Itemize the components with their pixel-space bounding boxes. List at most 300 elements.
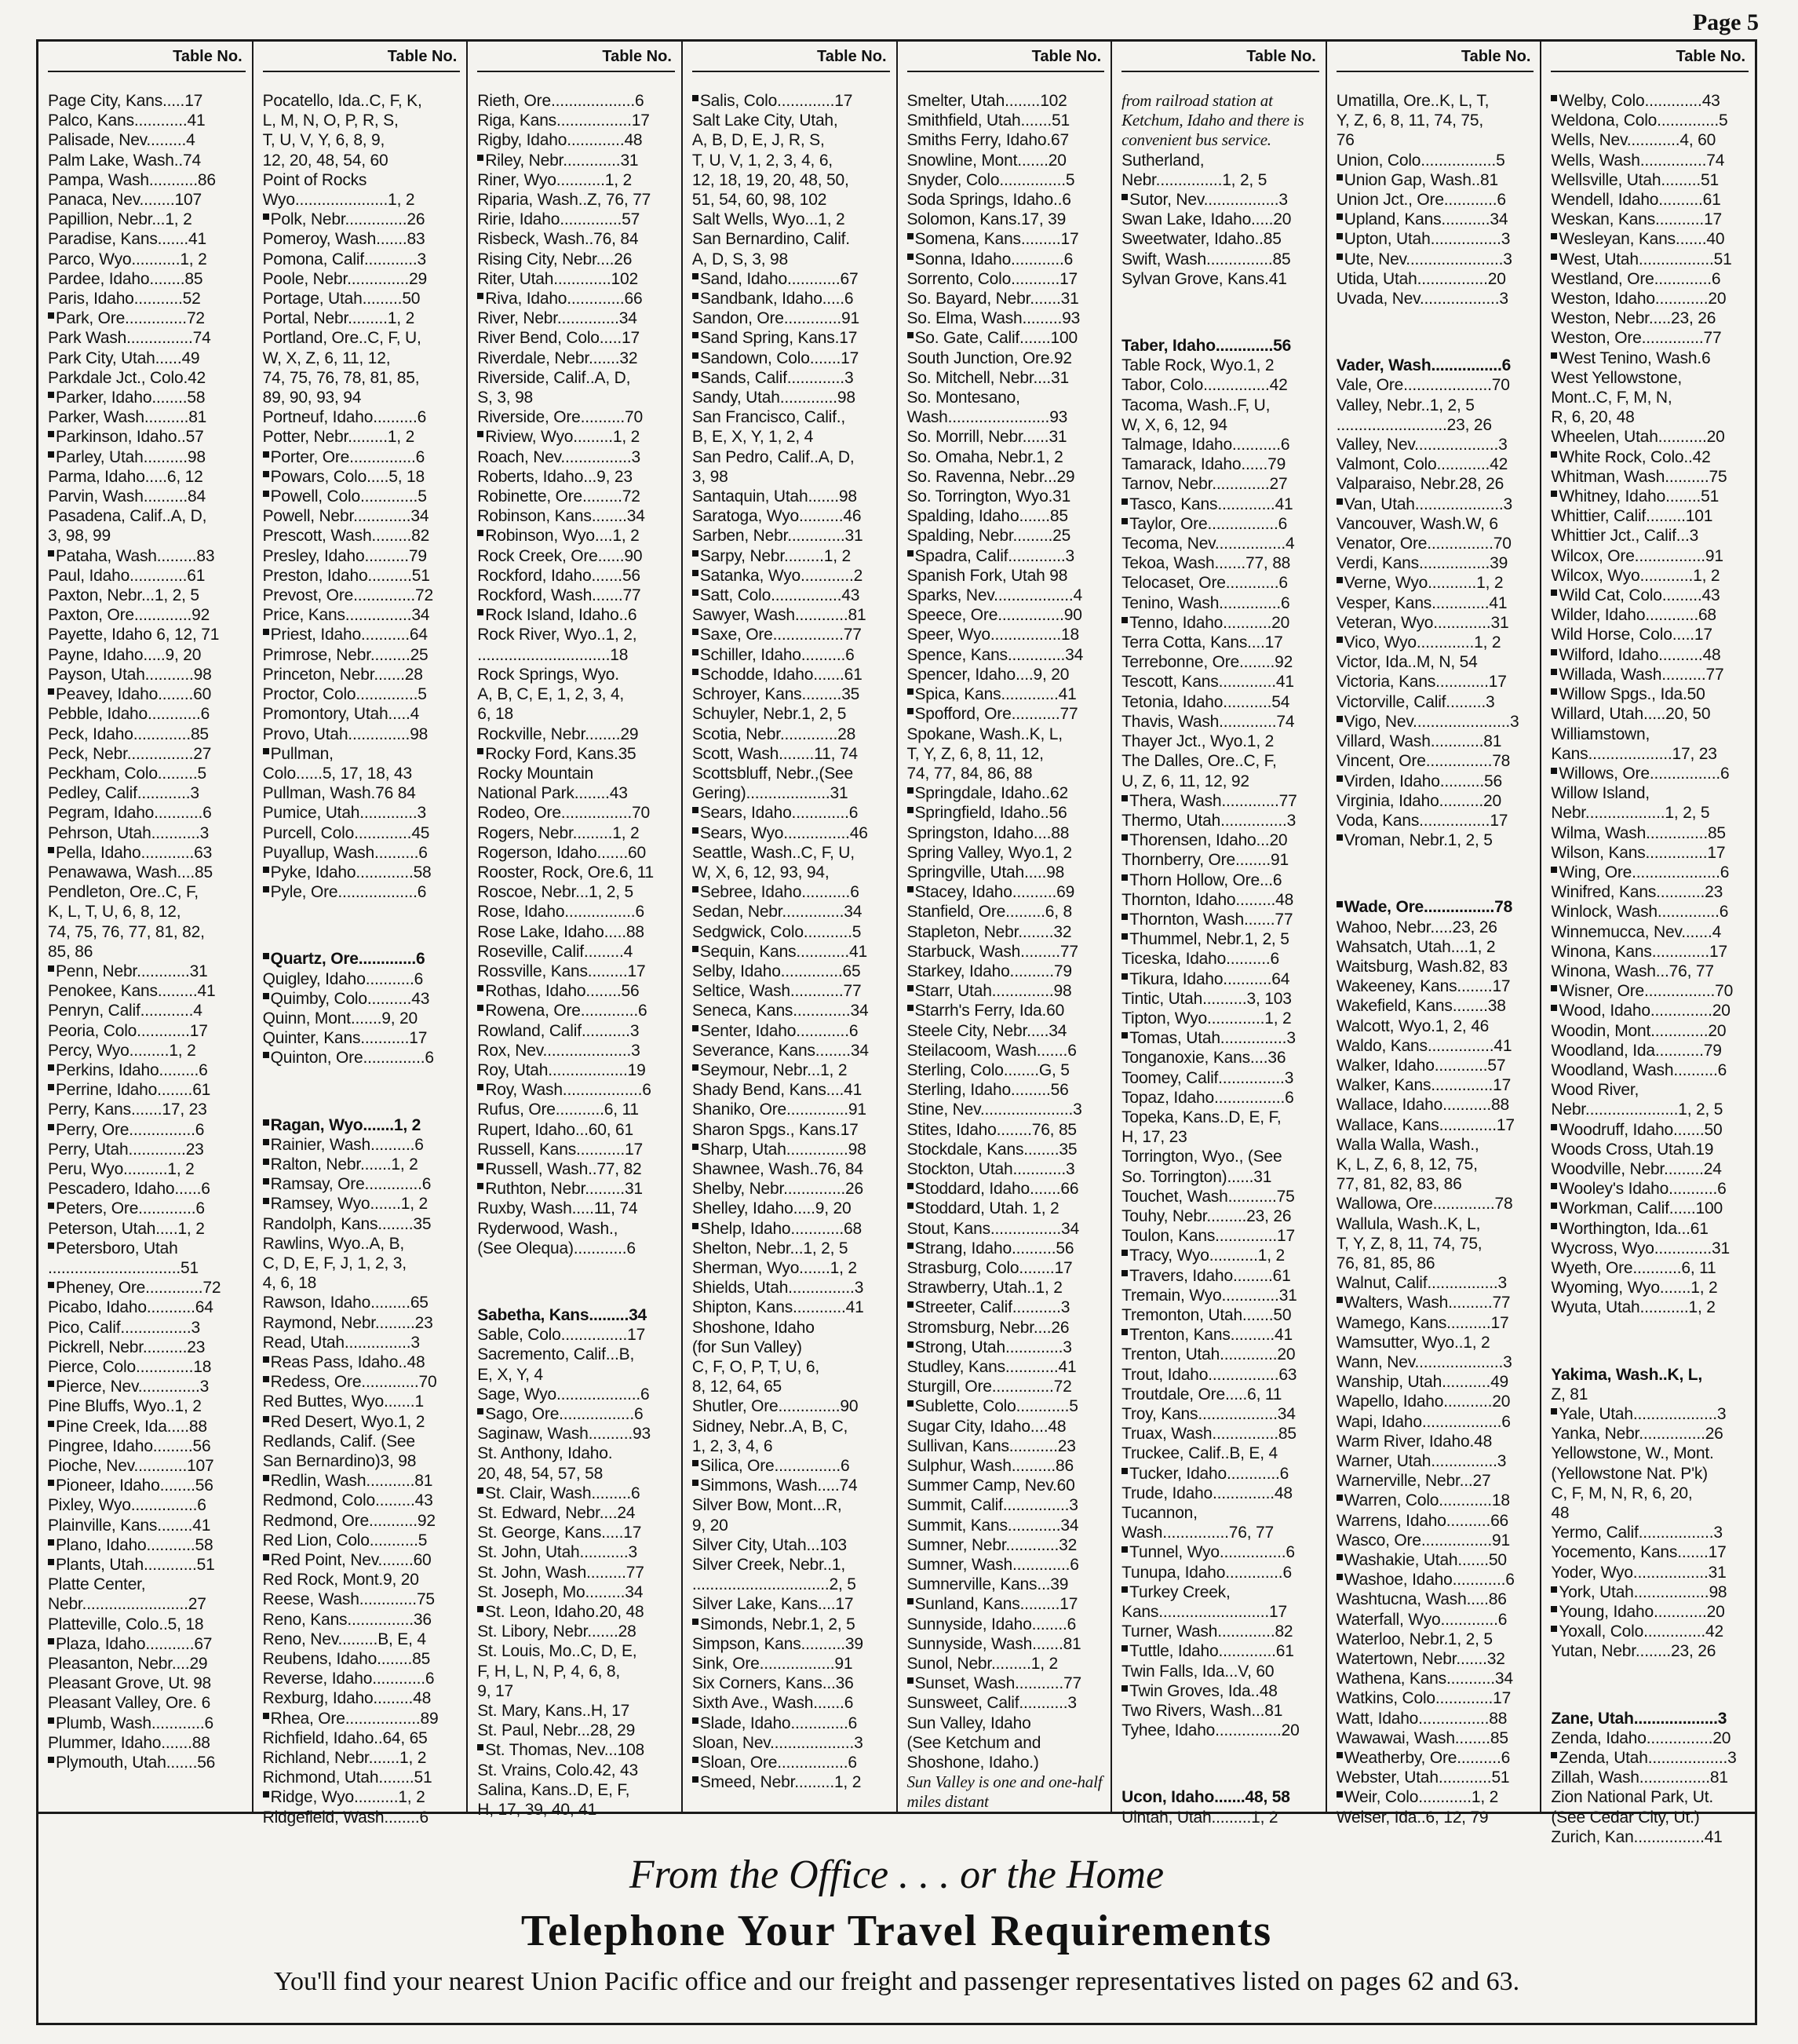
column-header: Table No. bbox=[692, 42, 890, 72]
station-entry: Saginaw, Wash..........93 bbox=[477, 1425, 651, 1444]
station-entry: Nebr...............1, 2, 5 bbox=[1121, 170, 1267, 189]
index-note: Sun Valley is one and one-half miles distant bbox=[906, 1772, 1103, 1812]
station-entry: Willada, Wash..........77 bbox=[1551, 665, 1749, 684]
station-entry: Weiser, Ida..6, 12, 79 bbox=[1336, 1808, 1489, 1827]
station-entry: R, 6, 20, 48 bbox=[1551, 408, 1635, 427]
station-entry: Willow Island, bbox=[1551, 784, 1650, 803]
station-entry: Rocky Mountain bbox=[477, 764, 594, 783]
station-entry: Warnerville, Nebr...27 bbox=[1336, 1472, 1491, 1491]
station-entry: Vigo, Nev......................3 bbox=[1337, 712, 1534, 732]
station-entry: Sedan, Nebr..............34 bbox=[691, 903, 863, 922]
station-entry: Ruxby, Wash.....11, 74 bbox=[477, 1199, 638, 1218]
station-entry: Severance, Kans........34 bbox=[691, 1041, 869, 1060]
station-entry: Parley, Utah..........98 bbox=[48, 447, 246, 467]
station-entry: Pocatello, Ida..C, F, K, bbox=[262, 92, 422, 110]
station-entry: Plummer, Idaho.......88 bbox=[48, 1733, 210, 1752]
station-entry: Uintah, Utah.........1, 2 bbox=[1121, 1808, 1278, 1827]
station-entry: Plano, Idaho...........58 bbox=[48, 1535, 246, 1555]
station-entry: Walnut, Calif................3 bbox=[1336, 1274, 1508, 1293]
station-entry: Smelter, Utah........102 bbox=[906, 92, 1067, 110]
station-entry: Tarnov, Nebr.............27 bbox=[1121, 475, 1288, 494]
station-entry: Selby, Idaho..............65 bbox=[691, 962, 861, 980]
station-entry: Toulon, Kans..............17 bbox=[1121, 1227, 1295, 1246]
station-entry: Sharp, Utah..............98 bbox=[692, 1140, 890, 1159]
station-entry: Swift, Wash...............85 bbox=[1121, 250, 1291, 268]
station-entry: ..............................18 bbox=[477, 645, 629, 664]
section-gap bbox=[1121, 1740, 1319, 1764]
station-entry: Vroman, Nebr.1, 2, 5 bbox=[1337, 830, 1534, 850]
station-entry: Shelley, Idaho.....9, 20 bbox=[691, 1199, 852, 1218]
station-entry: Petersboro, Utah bbox=[48, 1239, 246, 1258]
station-entry: Wing, Ore....................6 bbox=[1551, 863, 1749, 882]
station-entry: Smiths Ferry, Idaho.67 bbox=[906, 131, 1069, 150]
station-entry: Sarben, Nebr.............31 bbox=[691, 527, 863, 546]
station-entry: Thummel, Nebr.1, 2, 5 bbox=[1121, 929, 1319, 949]
index-column-4 bbox=[683, 42, 898, 1812]
station-entry: Smithfield, Utah.......51 bbox=[906, 111, 1070, 130]
station-entry: Wallowa, Ore..............78 bbox=[1336, 1195, 1513, 1214]
station-entry: Thornberry, Ore........91 bbox=[1121, 851, 1289, 870]
section-gap bbox=[1337, 332, 1534, 356]
station-entry: South Junction, Ore.92 bbox=[906, 349, 1072, 367]
station-entry: Rock Springs, Wyo. bbox=[477, 665, 619, 684]
section-gap bbox=[477, 1258, 675, 1282]
station-entry: Terrebonne, Ore........92 bbox=[1121, 653, 1293, 672]
station-entry: Prescott, Wash.........82 bbox=[262, 527, 430, 546]
station-entry: Pescadero, Idaho......6 bbox=[48, 1180, 210, 1199]
station-entry: Sonna, Idaho............6 bbox=[907, 250, 1105, 269]
station-entry: Pasadena, Calif..A, D, bbox=[48, 507, 207, 526]
station-entry: Vico, Wyo.............1, 2 bbox=[1337, 633, 1534, 652]
station-entry: H, 17, 23 bbox=[1121, 1128, 1187, 1147]
station-entry: Yoder, Wyo.................31 bbox=[1551, 1563, 1727, 1582]
station-entry: St. George, Kans.....17 bbox=[477, 1524, 642, 1542]
station-entry: Rox, Nev....................3 bbox=[477, 1041, 640, 1060]
station-entry: 74, 75, 76, 77, 81, 82, bbox=[48, 922, 205, 941]
station-entry: Pierce, Nev..............3 bbox=[48, 1377, 246, 1396]
station-entry: 76 bbox=[1336, 131, 1355, 150]
station-entry: Rigby, Idaho.............48 bbox=[477, 131, 643, 150]
station-entry: 9, 20 bbox=[691, 1516, 728, 1535]
station-entry: Perry, Kans.......17, 23 bbox=[48, 1100, 207, 1119]
station-entry: Whitman, Wash..........75 bbox=[1551, 467, 1727, 486]
station-entry: Weskan, Kans...........17 bbox=[1551, 210, 1722, 229]
station-entry: Pyle, Ore..................6 bbox=[263, 882, 461, 902]
station-entry: Travers, Idaho.........61 bbox=[1121, 1266, 1319, 1286]
station-entry: Snyder, Colo...............5 bbox=[906, 170, 1075, 189]
station-entry: Wild Cat, Colo.........43 bbox=[1551, 586, 1749, 605]
station-entry: Parma, Idaho.....6, 12 bbox=[48, 467, 203, 486]
station-entry: 74, 75, 76, 78, 81, 85, bbox=[262, 368, 420, 387]
station-entry: Wamsutter, Wyo..1, 2 bbox=[1336, 1333, 1490, 1352]
station-entry: Washoe, Idaho............6 bbox=[1337, 1570, 1534, 1590]
station-entry: Weldona, Colo..............5 bbox=[1551, 111, 1728, 130]
station-entry: Pullman, bbox=[263, 744, 461, 764]
station-entry: Shields, Utah...............3 bbox=[691, 1279, 864, 1298]
station-entry: Rawlins, Wyo..A, B, bbox=[262, 1234, 405, 1253]
station-entry: Zurich, Kan................41 bbox=[1551, 1827, 1723, 1846]
station-entry: T, U, V, Y, 6, 8, 9, bbox=[262, 131, 385, 150]
station-entry: K, L, Z, 6, 8, 12, 75, bbox=[1336, 1155, 1478, 1173]
station-entry: York, Utah.................98 bbox=[1551, 1582, 1749, 1602]
station-entry: Trenton, Utah.............20 bbox=[1121, 1345, 1296, 1364]
station-entry: Somena, Kans.........17 bbox=[907, 229, 1105, 249]
station-entry: Wood, Idaho..............20 bbox=[1551, 1001, 1749, 1020]
station-entry: Scott, Wash........11, 74 bbox=[691, 744, 858, 763]
station-entry: Solomon, Kans.17, 39 bbox=[906, 210, 1067, 229]
station-entry: Sparks, Nev..................4 bbox=[906, 586, 1083, 605]
station-entry: Palm Lake, Wash..74 bbox=[48, 151, 202, 170]
station-entry: 9, 17 bbox=[477, 1681, 513, 1700]
station-entry: C, D, E, F, J, 1, 2, 3, bbox=[262, 1254, 407, 1272]
index-note: from railroad station at Ketchum, Idaho and there is convenient bus service. bbox=[1121, 91, 1304, 150]
station-entry: A, B, C, E, 1, 2, 3, 4, bbox=[477, 685, 625, 704]
station-entry: St. Anthony, Idaho. bbox=[477, 1444, 613, 1463]
station-entry: Robinson, Kans........34 bbox=[477, 507, 645, 526]
station-entry: Wilcox, Wyo............1, 2 bbox=[1551, 566, 1720, 585]
station-entry: Stapleton, Nebr........32 bbox=[906, 922, 1072, 941]
station-entry: Priest, Idaho...........64 bbox=[263, 625, 461, 644]
station-entry: Wade, Ore................78 bbox=[1337, 897, 1534, 917]
station-entry: Roscoe, Nebr...1, 2, 5 bbox=[477, 883, 633, 902]
station-entry: Taylor, Ore................6 bbox=[1121, 514, 1319, 534]
index-column-8 bbox=[1541, 42, 1755, 1846]
station-entry: Mont..C, F, M, N, bbox=[1551, 389, 1672, 407]
station-entry: Tintic, Utah..........3, 103 bbox=[1121, 989, 1292, 1008]
station-entry: Walcott, Wyo.1, 2, 46 bbox=[1336, 1017, 1490, 1035]
station-entry: Payson, Utah...........98 bbox=[48, 665, 212, 684]
station-entry: Paxton, Ore.............92 bbox=[48, 606, 210, 625]
station-entry: Taber, Idaho.............56 bbox=[1121, 337, 1292, 356]
station-entry: Warm River, Idaho.48 bbox=[1336, 1432, 1493, 1451]
station-entry: Woods Cross, Utah.19 bbox=[1551, 1140, 1714, 1159]
station-entry: Reno, Nev.........B, E, 4 bbox=[262, 1630, 426, 1648]
station-entry: 12, 18, 19, 20, 48, 50, bbox=[691, 170, 849, 189]
station-entry: Sullivan, Kans...........23 bbox=[906, 1436, 1076, 1455]
station-entry: Stine, Nev.....................3 bbox=[906, 1100, 1082, 1119]
station-entry: Shoshone, Idaho.) bbox=[906, 1754, 1039, 1772]
station-entry: 51, 54, 60, 98, 102 bbox=[691, 191, 827, 210]
station-entry: Pioneer, Idaho........56 bbox=[48, 1476, 246, 1495]
station-entry: Seattle, Wash..C, F, U, bbox=[691, 843, 855, 862]
station-entry: (Yellowstone Nat. P'k) bbox=[1551, 1464, 1708, 1483]
station-entry: Venator, Ore...............70 bbox=[1336, 535, 1512, 553]
station-entry: Sands, Calif.............3 bbox=[692, 368, 890, 388]
station-entry: Workman, Calif......100 bbox=[1551, 1199, 1749, 1218]
station-entry: Ute, Nev......................3 bbox=[1337, 250, 1534, 269]
station-entry: Robinson, Wyo....1, 2 bbox=[477, 526, 675, 546]
station-entry: Sunnyside, Wash.......81 bbox=[906, 1634, 1081, 1653]
station-entry: Wash...............76, 77 bbox=[1121, 1524, 1274, 1542]
station-entry: Riview, Wyo.........1, 2 bbox=[477, 427, 675, 447]
station-entry: Wycross, Wyo.............31 bbox=[1551, 1239, 1730, 1257]
station-entry: C, F, M, N, R, 6, 20, bbox=[1551, 1484, 1693, 1502]
station-entry: Plaza, Idaho...........67 bbox=[48, 1634, 246, 1654]
station-entry: Valmont, Colo............42 bbox=[1336, 455, 1508, 474]
station-entry: Peckham, Colo.........5 bbox=[48, 764, 206, 783]
footer-note: You'll find your nearest Union Pacific office and our freight and passenger representatives listed on pages 62 and 63. bbox=[273, 1967, 1520, 1996]
station-entry: Perkins, Idaho.........6 bbox=[48, 1060, 246, 1080]
station-entry: Saratoga, Wyo..........46 bbox=[691, 507, 862, 526]
station-entry: Tunupa, Idaho.............6 bbox=[1121, 1563, 1292, 1582]
station-entry: So. Ravenna, Nebr...29 bbox=[906, 467, 1075, 486]
station-entry: Waldo, Kans...............41 bbox=[1336, 1036, 1512, 1055]
station-entry: Peru, Wyo..........1, 2 bbox=[48, 1159, 195, 1178]
station-entry: Sublette, Colo............5 bbox=[907, 1396, 1105, 1416]
station-entry: Pumice, Utah.............3 bbox=[262, 804, 427, 823]
station-entry: Yoxall, Colo..............42 bbox=[1551, 1622, 1749, 1641]
station-entry: Salt Lake City, Utah, bbox=[691, 111, 838, 130]
station-entry: Sterling, Idaho.........56 bbox=[906, 1081, 1069, 1100]
station-entry: Roseville, Calif.........4 bbox=[477, 942, 633, 961]
station-entry: Quinter, Kans...........17 bbox=[262, 1029, 428, 1048]
station-entry: St. Vrains, Colo.42, 43 bbox=[477, 1761, 638, 1779]
station-entry: Spadra, Calif.............3 bbox=[907, 546, 1105, 566]
station-entry: Stacey, Idaho..........69 bbox=[907, 882, 1105, 902]
station-entry: Park, Ore..............72 bbox=[48, 308, 246, 328]
index-column-6 bbox=[1112, 42, 1327, 1827]
station-entry: Quinn, Mont.......9, 20 bbox=[262, 1009, 418, 1027]
station-entry: Ridgefield, Wash........6 bbox=[262, 1808, 429, 1827]
station-entry: Welby, Colo.............43 bbox=[1551, 91, 1749, 111]
station-entry: Tasco, Kans.............41 bbox=[1121, 495, 1319, 514]
station-entry: Spring Valley, Wyo.1, 2 bbox=[906, 843, 1072, 862]
station-entry: Wapi, Idaho..................6 bbox=[1336, 1412, 1511, 1431]
station-entry: Pleasanton, Nebr....29 bbox=[48, 1655, 208, 1674]
station-entry: Troy, Kans..................34 bbox=[1121, 1405, 1296, 1423]
station-entry: Presley, Idaho..........79 bbox=[262, 546, 427, 565]
station-entry: Springdale, Idaho..62 bbox=[907, 783, 1105, 803]
station-entry: Palco, Kans............41 bbox=[48, 111, 206, 130]
station-entry: Quimby, Colo..........43 bbox=[263, 989, 461, 1009]
station-entry: Zenda, Idaho...............20 bbox=[1551, 1728, 1731, 1747]
station-entry: Wheelen, Utah...........20 bbox=[1551, 428, 1725, 447]
station-entry: Pegram, Idaho...........6 bbox=[48, 804, 212, 823]
index-column-3 bbox=[468, 42, 683, 1820]
station-entry: Springfield, Idaho..56 bbox=[907, 803, 1105, 823]
station-entry: Riga, Kans.................17 bbox=[477, 111, 650, 130]
section-gap bbox=[1337, 308, 1534, 332]
station-entry: Summit, Kans............34 bbox=[906, 1516, 1079, 1535]
station-entry: Virginia, Idaho..........20 bbox=[1336, 791, 1501, 810]
station-entry: Z, 81 bbox=[1551, 1385, 1588, 1403]
station-entry: St. Clair, Wash.........6 bbox=[477, 1484, 675, 1503]
station-entry: Weston, Idaho............20 bbox=[1551, 290, 1727, 308]
station-entry: Prevost, Ore..............72 bbox=[262, 586, 433, 605]
footer-tagline: From the Office . . . or the Home bbox=[629, 1852, 1165, 1897]
station-entry: Wilcox, Ore................91 bbox=[1551, 546, 1723, 565]
station-entry: Sutherland, bbox=[1121, 151, 1205, 170]
station-entry: Ridge, Wyo..........1, 2 bbox=[263, 1787, 461, 1807]
station-entry: Page City, Kans.....17 bbox=[48, 92, 203, 110]
station-entry: Pullman, Wash.76 84 bbox=[262, 784, 416, 803]
station-entry: Sharon Spgs., Kans.17 bbox=[691, 1120, 859, 1139]
station-entry: Plainville, Kans........41 bbox=[48, 1516, 211, 1535]
station-entry: Zion National Park, Ut. bbox=[1551, 1788, 1714, 1807]
station-entry: Topaz, Idaho................6 bbox=[1121, 1088, 1294, 1107]
station-entry: San Bernardino)3, 98 bbox=[262, 1452, 417, 1470]
station-entry: Wells, Wash...............74 bbox=[1551, 151, 1725, 170]
station-entry: Turner, Wash.............82 bbox=[1121, 1622, 1293, 1641]
station-entry: W, X, 6, 12, 94 bbox=[1121, 415, 1227, 434]
section-gap bbox=[1121, 289, 1319, 312]
station-entry: Tyhee, Idaho...............20 bbox=[1121, 1721, 1300, 1740]
station-entry: Primrose, Nebr.........25 bbox=[262, 645, 429, 664]
station-entry: Sherman, Wyo.......1, 2 bbox=[691, 1258, 857, 1277]
station-entry: Polk, Nebr..............26 bbox=[263, 210, 461, 229]
station-entry: Virden, Idaho..........56 bbox=[1337, 772, 1534, 791]
station-entry: Springville, Utah.....98 bbox=[906, 863, 1065, 881]
station-entry: Shutler, Ore..............90 bbox=[691, 1397, 859, 1416]
station-entry: Pataha, Wash.........83 bbox=[48, 546, 246, 566]
station-entry: Silver City, Utah...103 bbox=[691, 1535, 847, 1554]
station-entry: Trout, Idaho................63 bbox=[1121, 1365, 1297, 1384]
station-entry: Speece, Ore...............90 bbox=[906, 606, 1082, 625]
station-entry: Steele City, Nebr.....34 bbox=[906, 1021, 1067, 1040]
station-entry: Wellsville, Utah.........51 bbox=[1551, 170, 1719, 189]
column-header: Table No. bbox=[907, 42, 1105, 72]
station-entry: Vale, Ore....................70 bbox=[1336, 376, 1510, 395]
section-gap bbox=[1551, 1318, 1749, 1341]
station-entry: Yermo, Calif.................3 bbox=[1551, 1524, 1723, 1542]
station-entry: Provo, Utah..............98 bbox=[262, 725, 429, 743]
station-entry: Young, Idaho............20 bbox=[1551, 1602, 1749, 1622]
station-entry: Pingree, Idaho.........56 bbox=[48, 1436, 211, 1455]
station-entry: Purcell, Colo.............45 bbox=[262, 823, 430, 842]
station-entry: Simpson, Kans..........39 bbox=[691, 1634, 863, 1653]
station-entry: T, Y, Z, 8, 11, 74, 75, bbox=[1336, 1234, 1483, 1253]
station-entry: Rainier, Wash..........6 bbox=[263, 1135, 461, 1155]
station-entry: Shelby, Nebr..............26 bbox=[691, 1180, 863, 1199]
column-header: Table No. bbox=[1121, 42, 1319, 72]
station-entry: Weston, Nebr.....23, 26 bbox=[1551, 309, 1716, 328]
station-entry: Parvin, Wash..........84 bbox=[48, 487, 206, 506]
station-entry: Richfield, Idaho..64, 65 bbox=[262, 1728, 428, 1747]
station-entry: Gering)...................31 bbox=[691, 784, 848, 803]
station-entry: (for Sun Valley) bbox=[691, 1338, 802, 1356]
station-entry: Pardee, Idaho........85 bbox=[48, 269, 203, 288]
station-entry: Whitney, Idaho........51 bbox=[1551, 487, 1749, 506]
station-entry: Tenino, Wash..............6 bbox=[1121, 593, 1290, 612]
station-entry: Quartz, Ore.............6 bbox=[263, 949, 461, 969]
station-entry: Sturgill, Ore..............72 bbox=[906, 1378, 1072, 1396]
station-entry: Thera, Wash.............77 bbox=[1121, 791, 1319, 811]
station-entry: Sutor, Nev.................3 bbox=[1121, 190, 1319, 210]
station-entry: Reno, Kans...............36 bbox=[262, 1610, 432, 1629]
station-entry: Slade, Idaho.............6 bbox=[692, 1714, 890, 1733]
station-entry: Vancouver, Wash.W, 6 bbox=[1336, 514, 1498, 533]
station-entry: River Bend, Colo.....17 bbox=[477, 329, 640, 348]
station-entry: National Park........43 bbox=[477, 784, 628, 803]
station-entry: Ramsay, Ore.............6 bbox=[263, 1174, 461, 1194]
station-entry: Stoddard, Utah. 1, 2 bbox=[907, 1199, 1105, 1218]
station-entry: 76, 81, 85, 86 bbox=[1336, 1254, 1435, 1272]
station-entry: Ruthton, Nebr.........31 bbox=[477, 1179, 675, 1199]
station-entry: Two Rivers, Wash...81 bbox=[1121, 1702, 1283, 1721]
station-entry: Thorensen, Idaho...20 bbox=[1121, 830, 1319, 850]
station-entry: Wyo.....................1, 2 bbox=[262, 191, 415, 210]
station-entry: Parkinson, Idaho..57 bbox=[48, 427, 246, 447]
station-entry: Promontory, Utah.....4 bbox=[262, 705, 420, 724]
station-entry: Riverdale, Nebr.......32 bbox=[477, 349, 638, 367]
station-entry: Yellowstone, W., Mont. bbox=[1551, 1444, 1714, 1463]
station-entry: Sandon, Ore.............91 bbox=[691, 309, 859, 328]
station-entry: 48 bbox=[1551, 1504, 1570, 1523]
station-entry: Trude, Idaho..............48 bbox=[1121, 1484, 1293, 1502]
station-entry: Richmond, Utah........51 bbox=[262, 1768, 432, 1787]
station-entry: Sun Valley, Idaho bbox=[906, 1714, 1031, 1732]
station-entry: Studley, Kans............41 bbox=[906, 1358, 1077, 1376]
station-entry: Pomeroy, Wash.......83 bbox=[262, 230, 425, 249]
station-entry: Sugar City, Idaho....48 bbox=[906, 1417, 1067, 1436]
station-entry: Shaniko, Ore..............91 bbox=[691, 1100, 866, 1119]
station-entry: Wells, Nev............4, 60 bbox=[1551, 131, 1716, 150]
station-entry: Rodeo, Ore................70 bbox=[477, 804, 650, 823]
station-entry: Tucker, Idaho............6 bbox=[1121, 1464, 1319, 1484]
station-entry: Touchet, Wash...........75 bbox=[1121, 1187, 1295, 1206]
station-entry: Woodland, Ida...........79 bbox=[1551, 1041, 1722, 1060]
station-entry: Redmond, Ore...........92 bbox=[262, 1511, 436, 1530]
station-entry: Williamstown, bbox=[1551, 725, 1650, 743]
station-entry: Tipton, Wyo.............1, 2 bbox=[1121, 1009, 1292, 1027]
station-entry: Schuyler, Nebr.1, 2, 5 bbox=[691, 705, 847, 724]
station-entry: Springston, Idaho....88 bbox=[906, 823, 1070, 842]
station-entry: Ryderwood, Wash., bbox=[477, 1219, 618, 1238]
station-entry: Stoddard, Idaho.......66 bbox=[907, 1179, 1105, 1199]
station-entry: Portal, Nebr.........1, 2 bbox=[262, 309, 415, 328]
station-entry: Sabetha, Kans.........34 bbox=[477, 1305, 647, 1324]
station-entry: A, B, D, E, J, R, S, bbox=[691, 131, 825, 150]
station-entry: Park City, Utah......49 bbox=[48, 349, 200, 367]
station-entry: Walker, Idaho............57 bbox=[1336, 1056, 1506, 1075]
station-entry: Shoshone, Idaho bbox=[691, 1318, 815, 1337]
station-entry: Twin Falls, Ida...V, 60 bbox=[1121, 1662, 1275, 1681]
station-entry: Satanka, Wyo............2 bbox=[692, 566, 890, 586]
station-entry: Sunland, Kans.........17 bbox=[907, 1594, 1105, 1614]
station-entry: Sandown, Colo.......17 bbox=[692, 349, 890, 368]
station-entry: St. John, Wash.........77 bbox=[477, 1563, 644, 1582]
station-entry: Riner, Wyo...........1, 2 bbox=[477, 170, 632, 189]
station-entry: Tremain, Wyo.............31 bbox=[1121, 1286, 1297, 1305]
station-entry: Russell, Kans...........17 bbox=[477, 1140, 643, 1159]
station-entry: Watkins, Colo.............17 bbox=[1336, 1689, 1512, 1708]
station-entry: Tetonia, Idaho...........54 bbox=[1121, 692, 1290, 711]
station-entry: Sebree, Idaho...........6 bbox=[692, 882, 890, 902]
station-entry: Troutdale, Ore.....6, 11 bbox=[1121, 1385, 1282, 1403]
station-entry: Stanfield, Ore.........6, 8 bbox=[906, 903, 1073, 922]
station-entry: So. Gate, Calif.......100 bbox=[907, 328, 1105, 348]
station-entry: Pleasant Valley, Ore. 6 bbox=[48, 1694, 211, 1713]
station-entry: U, Z, 6, 11, 12, 92 bbox=[1121, 772, 1249, 790]
station-entry: Union Gap, Wash..81 bbox=[1337, 170, 1534, 190]
station-entry: Reese, Wash.............75 bbox=[262, 1590, 435, 1609]
station-entry: Portland, Ore..C, F, U, bbox=[262, 329, 421, 348]
station-entry: Thornton, Idaho.........48 bbox=[1121, 890, 1294, 909]
station-entry: West, Utah.................51 bbox=[1551, 250, 1749, 269]
station-entry: Rupert, Idaho...60, 61 bbox=[477, 1120, 633, 1139]
station-entry: Park Wash...............74 bbox=[48, 329, 211, 348]
station-entry: Swan Lake, Idaho.....20 bbox=[1121, 210, 1292, 229]
station-entry: Thayer Jct., Wyo.1, 2 bbox=[1121, 732, 1275, 751]
station-entry: Starbuck, Wash.........77 bbox=[906, 942, 1078, 961]
station-entry: Sequin, Kans............41 bbox=[692, 942, 890, 962]
station-entry: San Francisco, Calif., bbox=[691, 408, 846, 427]
station-entry: Turkey Creek, bbox=[1121, 1582, 1319, 1602]
station-entry: Russell, Wash..77, 82 bbox=[477, 1159, 675, 1179]
footer-headline: Telephone Your Travel Requirements bbox=[520, 1907, 1273, 1955]
station-entry: Yakima, Wash..K, L, bbox=[1551, 1365, 1703, 1384]
station-entry: Wooley's Idaho...........6 bbox=[1551, 1179, 1749, 1199]
